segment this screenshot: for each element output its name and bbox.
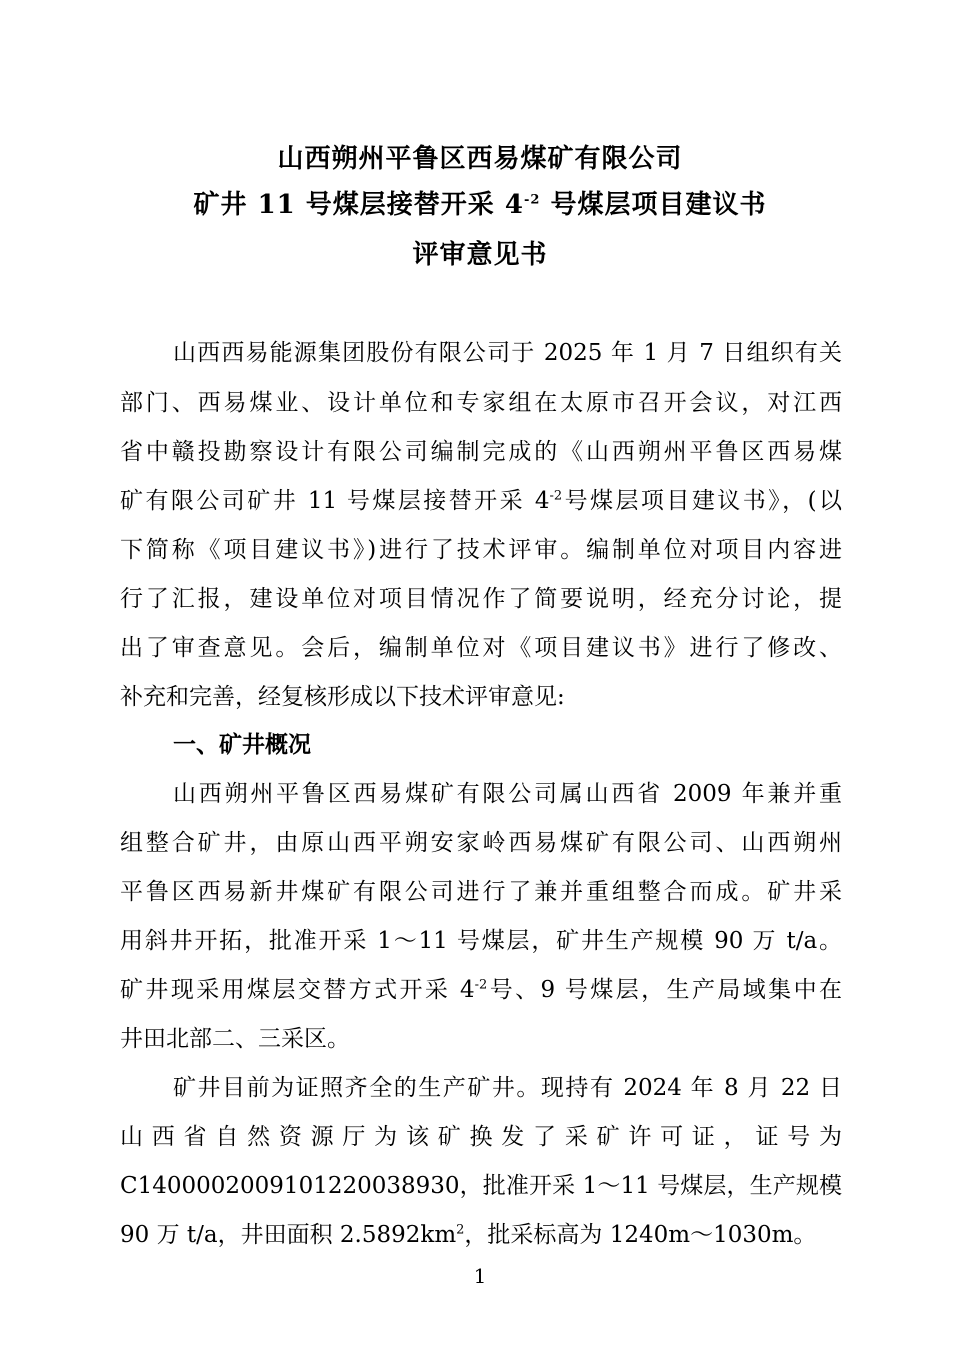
section-1-p1-line-5-superscript: -2 <box>474 977 488 993</box>
section-1-p1-line-1: 山西朔州平鲁区西易煤矿有限公司属山西省 2009 年兼并重 <box>173 781 842 807</box>
intro-line-5: 下简称《项目建议书》)进行了技术评审。编制单位对项目内容进 <box>120 537 842 563</box>
section-1-p2-line-4-superscript: 2 <box>456 1222 465 1238</box>
intro-line-4-part-b: 号煤层项目建议书》，(以 <box>562 488 842 514</box>
section-1-p1-line-6: 井田北部二、三采区。 <box>120 1026 350 1052</box>
page-number: 1 <box>473 1264 487 1288</box>
section-1-heading: 一、矿井概况 <box>173 731 311 758</box>
section-1-p1-line-4: 用斜井开拓，批准开采 1～11 号煤层，矿井生产规模 90 万 t/a。 <box>120 928 842 954</box>
section-1-p2-line-2: 山 西 省 自 然 资 源 厅 为 该 矿 换 发 了 采 矿 许 可 证 ， 证 号 为 <box>120 1124 842 1150</box>
title-line-2-superscript: -2 <box>523 192 541 208</box>
section-1-p1-line-5-part-b: 号、9 号煤层，生产局域集中在 <box>487 977 842 1003</box>
intro-line-6: 行了汇报，建设单位对项目情况作了简要说明，经充分讨论，提 <box>120 586 842 612</box>
section-1-p1-line-2: 组整合矿井，由原山西平朔安家岭西易煤矿有限公司、山西朔州 <box>120 830 842 856</box>
section-1-p2-line-4-part-a: 90 万 t/a，井田面积 2.5892km <box>120 1222 457 1248</box>
section-1-p1-line-5-part-a: 矿井现采用煤层交替方式开采 4 <box>120 977 475 1003</box>
section-1-p1-line-5 <box>120 975 842 1005</box>
section-1-p2-line-1: 矿井目前为证照齐全的生产矿井。现持有 2024 年 8 月 22 日 <box>173 1075 842 1101</box>
title-line-2-part-b: 号煤层项目建议书 <box>540 190 767 220</box>
section-1-p2-line-4-part-b: ，批采标高为 1240m～1030m。 <box>464 1222 817 1248</box>
section-1-p2-line-3: C1400002009101220038930，批准开采 1～11 号煤层，生产规模 <box>120 1173 842 1199</box>
intro-line-3: 省中赣投勘察设计有限公司编制完成的《山西朔州平鲁区西易煤 <box>120 439 842 465</box>
intro-line-4-part-a: 矿有限公司矿井 11 号煤层接替开采 4 <box>120 488 550 514</box>
section-1-p1-line-3: 平鲁区西易新井煤矿有限公司进行了兼并重组整合而成。矿井采 <box>120 879 842 905</box>
intro-line-4 <box>120 486 842 516</box>
title-line-2 <box>0 184 960 221</box>
intro-line-7: 出了审查意见。会后，编制单位对《项目建议书》进行了修改、 <box>120 635 842 661</box>
intro-line-1: 山西西易能源集团股份有限公司于 2025 年 1 月 7 日组织有关 <box>173 340 842 366</box>
intro-line-2: 部门、西易煤业、设计单位和专家组在太原市召开会议，对江西 <box>120 390 842 416</box>
title-line-3: 评审意见书 <box>412 240 548 270</box>
intro-line-8: 补充和完善，经复核形成以下技术评审意见: <box>120 684 565 710</box>
intro-line-4-superscript: -2 <box>549 488 563 504</box>
title-line-1: 山西朔州平鲁区西易煤矿有限公司 <box>277 144 683 174</box>
section-1-p2-line-4 <box>120 1220 842 1250</box>
title-line-2-part-a: 矿井 11 号煤层接替开采 4 <box>193 190 524 220</box>
